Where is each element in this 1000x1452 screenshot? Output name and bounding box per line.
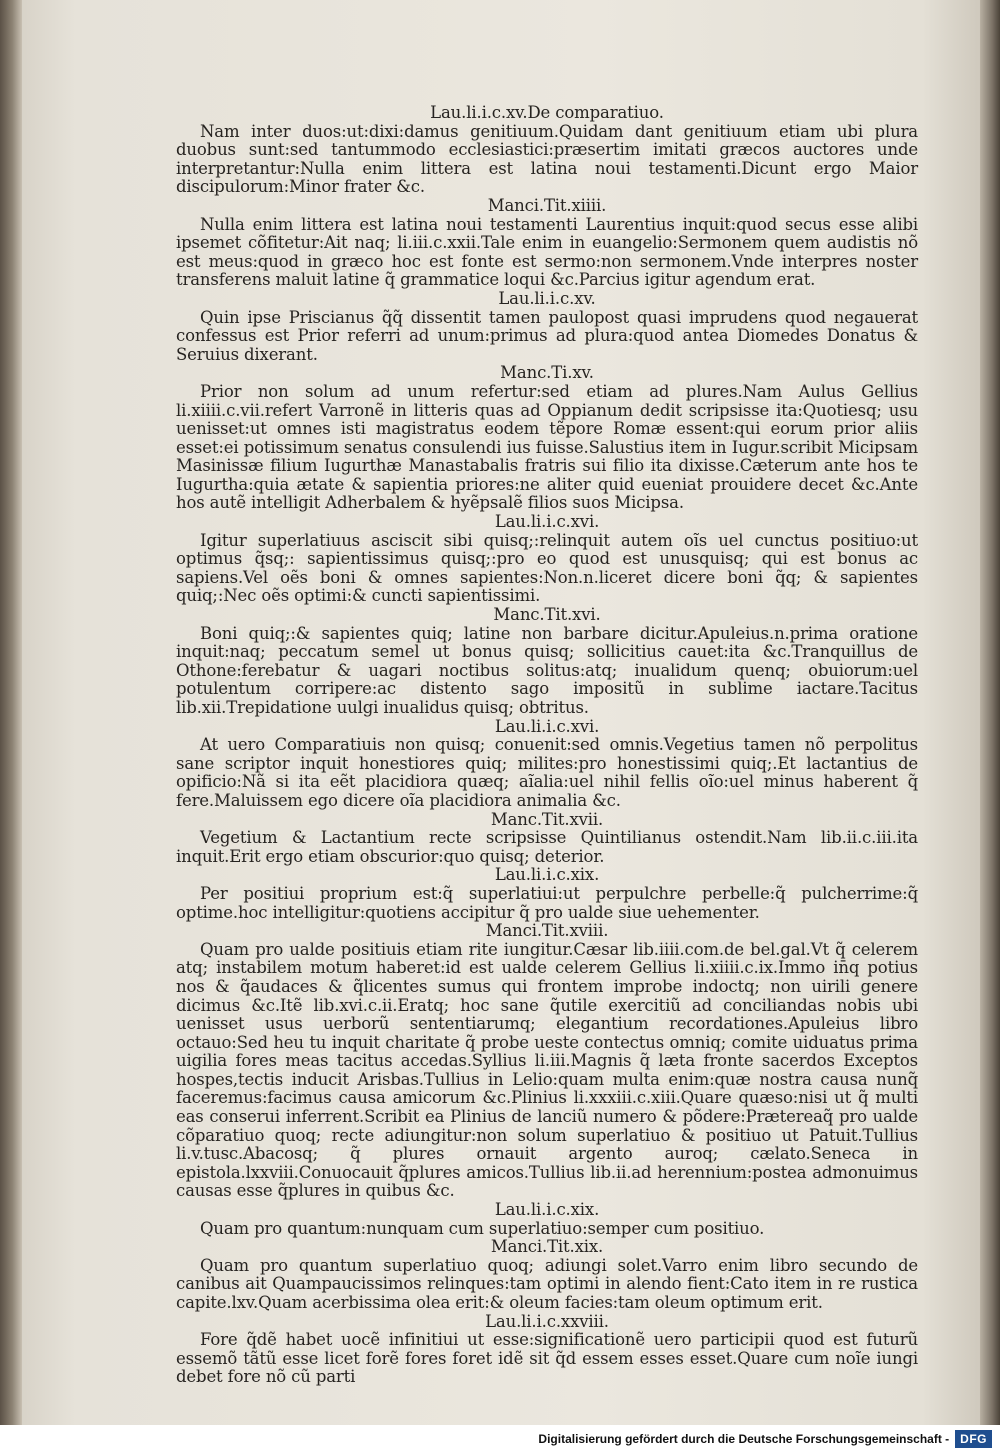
paragraph: Quin ipse Priscianus q̃q̃ dissentit tamen paulopost quasi imprudens quod negauerat confessus est Prior referri ad unum:primus ad plura:quod antea Diomedes Donatus & Seruius dixerant. (176, 307, 918, 364)
paragraph: At uero Comparatiuis non quisq; conuenit:sed omnis.Vegetius tamen nõ perpolitus sane scriptor inquit honestiores quiq; milites:pro honestissimi quiq;.Et lactantius de opificio:Nã si ita eẽt placidiora quæq; aĩalia:uel nihil fellis oĩo:uel minus haberent q̃ fere.Maluissem ego dicere oĩa placidiora animalia &c. (176, 735, 918, 810)
paragraph: Prior non solum ad unum refertur:sed etiam ad plures.Nam Aulus Gellius li.xiiii.c.vii.refert Varronẽ in litteris quas ad Oppianum dedit scripsisse ita:Quotiesq; usu uenisset:ut omnes isti magistratus eodem tẽpore Romæ essent:qui eorum prior aliis esset:ei potissimum senatus consulendi ius fuisse.Salustius item in Iugur.scribit Micipsam Masinissæ filium Iugurthæ Manastabalis fratris sui filio ita dixisse.Cæterum ante hos te Iugurtha:quia ætate & sapientia priores:ne aliter quid eueniat prouidere decet &c.Ante hos autẽ intelligit Adherbalem & hyẽpsalẽ filios suos Micipsa. (176, 381, 918, 513)
dfg-logo[interactable]: DFG (955, 1430, 992, 1448)
paragraph: Per positiui proprium est:q̃ superlatiui:ut perpulchre perbelle:q̃ pulcherrime:q̃ optime.hoc intelligitur:quotiens accipitur q̃ pro ualde siue uehementer. (176, 883, 918, 922)
paragraph: Vegetium & Lactantium recte scripsisse Quintilianus ostendit.Nam lib.ii.c.iii.ita inquit.Erit ergo etiam obscurior:quo quisq; deterior. (176, 828, 918, 866)
section-heading: Manci.Tit.xviii. (485, 921, 609, 941)
section-heading: Lau.li.i.c.xix. (494, 1200, 600, 1220)
footer-credit: Digitalisierung gefördert durch die Deutsche Forschungsgemeinschaft - (538, 1431, 950, 1446)
page-edge (980, 0, 1000, 1452)
section-heading: Lau.li.i.c.xv.De comparatiuo. (430, 103, 664, 122)
paragraph: Quam pro ualde positiuis etiam rite iungitur.Cæsar lib.iiii.com.de bel.gal.Vt q̃ celerem atq; instabilem motum haberet:id est ualde celerem Gellius li.xiiii.c.ix.Immo in̄q potius nos & q̃audaces & q̃licentes sumus qui frontem improbe indoctq; non uirili genere dicimus &c.Itẽ lib.xvi.c.ii.Eratq; hoc sane q̃utile exercitiũ ad conciliandas nobis ubi uenisset usus uerborũ sententiarumq; elegantium recordationes.Apuleius libro octauo:Sed heu tu inquit charitate q̃ probe ueste contectus omniq; comite uiduatus prima uigilia fores meas tacitus accedas.Syllius li.iii.Magnis q̃ læta fronte sacerdos Exceptos hospes,tectis inducit Arisbas.Tullius in Lelio:quam multa enim:quæ nostra causa nunq̃ faceremus:facimus causa amicorum &c.Plinius li.xxxiii.c.xiii.Quare quæso:nisi ut q̃ multi eas conserui inferrent.Scribit ea Plinius de lanciũ numero & põdere:Prætereaq̃ pro ualde cõparatiuo quoq; recte adiungitur:non solum superlatiuo & positiuo ut Patuit.Tullius li.v.tusc.Abacosq; q̃ plures ornauit argento auroq; cælato.Seneca in epistola.lxxviii.Conuocauit q̃plures amicos.Tullius lib.ii.ad herennium:postea admonuimus causas esse q̃plures in quibus &c. (176, 939, 918, 1201)
section-heading: Manci.Tit.xix. (490, 1237, 604, 1257)
paragraph: Nulla enim littera est latina noui testamenti Laurentius inquit:quod secus esse alibi ipsemet cõfitetur:Ait naq; li.iii.c.xxii.Tale enim in euangelio:Sermonem quem audistis nõ est meus:quod in græco hoc est fonte est sermo:non sermonem.Vnde interpres noster transferens maluit latine q̃ grammatice loqui &c.Parcius igitur agendum erat. (176, 214, 918, 290)
section-heading: Manc.Ti.xv. (500, 363, 594, 383)
section-heading: Manc.Tit.xvii. (490, 809, 604, 829)
section-heading: Lau.li.i.c.xvi. (494, 512, 600, 532)
section-heading: Lau.li.i.c.xv. (498, 288, 596, 308)
section-heading: Manci.Tit.xiiii. (487, 195, 607, 215)
section-heading: Lau.li.i.c.xvi. (494, 716, 600, 736)
paragraph: Quam pro quantum superlatiuo quoq; adiungi solet.Varro enim libro secundo de canibus ait Quampaucissimos relinques:tam optimi in alendo fient:Cato item in re rustica capite.lxv.Quam acerbissima olea erit:& oleum facies:tam oleum optimum erit. (176, 1255, 918, 1312)
paragraph: Nam inter duos:ut:dixi:damus genitiuum.Quidam dant genitiuum etiam ubi plura duobus sunt:sed tantummodo ecclesiastici:præsertim imitati græcos auctores unde interpretantur:Nulla enim littera est latina noui testamenti.Dicunt ergo Maior discipulorum:Minor frater &c. (176, 121, 918, 197)
section-heading: Lau.li.i.c.xix. (494, 865, 600, 885)
paragraph: Fore q̃dẽ habet uocẽ infinitiui ut esse:significationẽ uero participii quod est futurũ essemõ tãtũ esse licet forẽ fores foret idẽ sit q̃d essem esses esset.Quare cum noĩe iungi debet fore nõ cũ parti (176, 1330, 918, 1387)
book-spine (0, 0, 22, 1452)
paragraph: Quam pro quantum:nunquam cum superlatiuo:semper cum positiuo. (200, 1218, 765, 1238)
footer-bar (0, 1425, 1000, 1452)
paragraph: Igitur superlatiuus asciscit sibi quisq;:relinquit autem oĩs uel cunctus positiuo:ut optimus q̃sq;: sapientissimus quisq;:pro eo quod est unusquisq; qui est bonus ac sapiens.Vel oẽs boni & omnes sapientes:Non.n.liceret dicere boni q̃q; & sapientes quiq;:Nec oẽs optimi:& cuncti sapientissimi. (176, 530, 918, 606)
paragraph: Boni quiq;:& sapientes quiq; latine non barbare dicitur.Apuleius.n.prima oratione inquit:naq; peccatum semel ut bonus quisq; sollicitius cauet:ita &c.Tranquillus de Othone:ferebatur & uagari noctibus solitus:atq; inualidum quenq; obuiorum:uel potulentum corripere:ac distento sago impositũ in sublime iactare.Tacitus lib.xii.Trepidatione uulgi inualidus quisq; obtritus. (176, 623, 918, 717)
section-heading: Lau.li.i.c.xxviii. (485, 1311, 609, 1331)
section-heading: Manc.Tit.xvi. (493, 605, 601, 625)
text-block (176, 104, 918, 1387)
